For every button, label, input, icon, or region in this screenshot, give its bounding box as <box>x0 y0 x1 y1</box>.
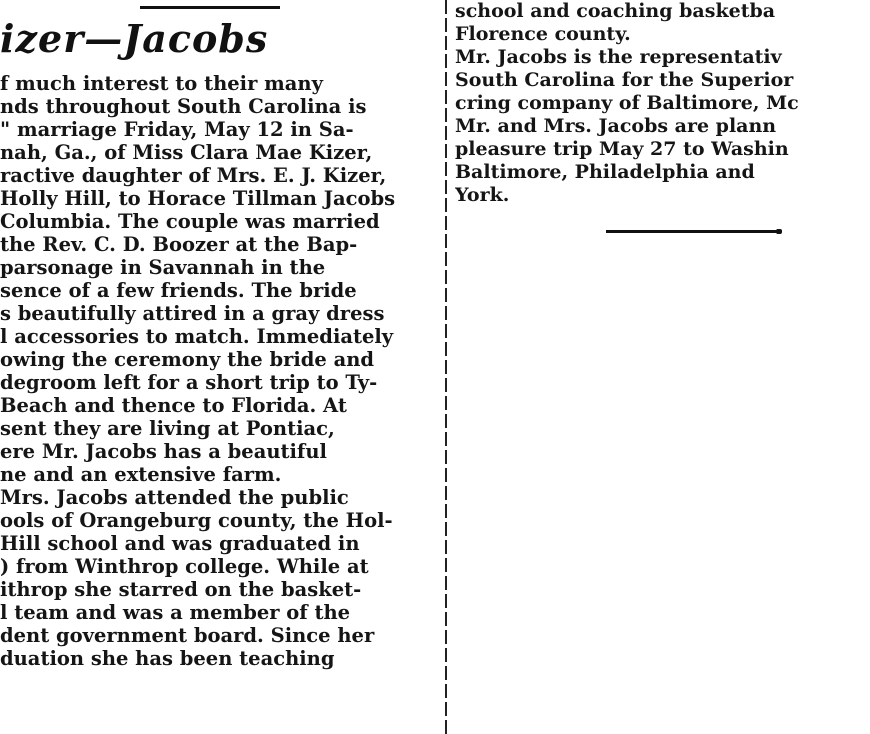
text-line: s beautifully attired in a gray dress <box>0 302 385 325</box>
text-line: l accessories to match. Immediately <box>0 325 394 348</box>
text-line: South Carolina for the Superior <box>455 69 794 91</box>
text-line: Florence county. <box>455 23 631 45</box>
text-line: Baltimore, Philadelphia and <box>455 161 755 183</box>
text-line: Hill school and was graduated in <box>0 532 360 555</box>
text-line: Columbia. The couple was married <box>0 210 380 233</box>
text-line: ere Mr. Jacobs has a beautiful <box>0 440 327 463</box>
text-line: Mrs. Jacobs attended the public <box>0 486 349 509</box>
end-rule <box>606 230 778 233</box>
text-line: cring company of Baltimore, Mc <box>455 92 799 114</box>
text-line: nah, Ga., of Miss Clara Mae Kizer, <box>0 141 373 164</box>
text-line: " marriage Friday, May 12 in Sa- <box>0 118 354 141</box>
headline: izer—Jacobs <box>0 16 269 61</box>
top-rule <box>140 6 280 9</box>
text-line: Mr. Jacobs is the representativ <box>455 46 782 68</box>
text-line: ractive daughter of Mrs. E. J. Kizer, <box>0 164 387 187</box>
text-line: ithrop she starred on the basket- <box>0 578 362 601</box>
text-line: l team and was a member of the <box>0 601 351 624</box>
text-line: sent they are living at Pontiac, <box>0 417 335 440</box>
text-line: ne and an extensive farm. <box>0 463 282 486</box>
text-line: York. <box>455 184 510 206</box>
text-line: parsonage in Savannah in the <box>0 256 326 279</box>
right-column <box>455 0 870 240</box>
text-line: nds throughout South Carolina is <box>0 95 367 118</box>
text-line: Holly Hill, to Horace Tillman Jacobs <box>0 187 396 210</box>
left-column <box>0 72 440 734</box>
text-line: f much interest to their many <box>0 72 323 95</box>
column-divider <box>445 0 447 734</box>
text-line: degroom left for a short trip to Ty- <box>0 371 378 394</box>
text-line: school and coaching basketba <box>455 0 776 22</box>
text-line: dent government board. Since her <box>0 624 375 647</box>
text-line: Beach and thence to Florida. At <box>0 394 347 417</box>
text-line: duation she has been teaching <box>0 647 335 670</box>
text-line: the Rev. C. D. Boozer at the Bap- <box>0 233 358 256</box>
text-line: Mr. and Mrs. Jacobs are plann <box>455 115 777 137</box>
text-line: owing the ceremony the bride and <box>0 348 375 371</box>
text-line: sence of a few friends. The bride <box>0 279 357 302</box>
text-line: ) from Winthrop college. While at <box>0 555 369 578</box>
text-line: ools of Orangeburg county, the Hol- <box>0 509 393 532</box>
text-line: pleasure trip May 27 to Washin <box>455 138 789 160</box>
